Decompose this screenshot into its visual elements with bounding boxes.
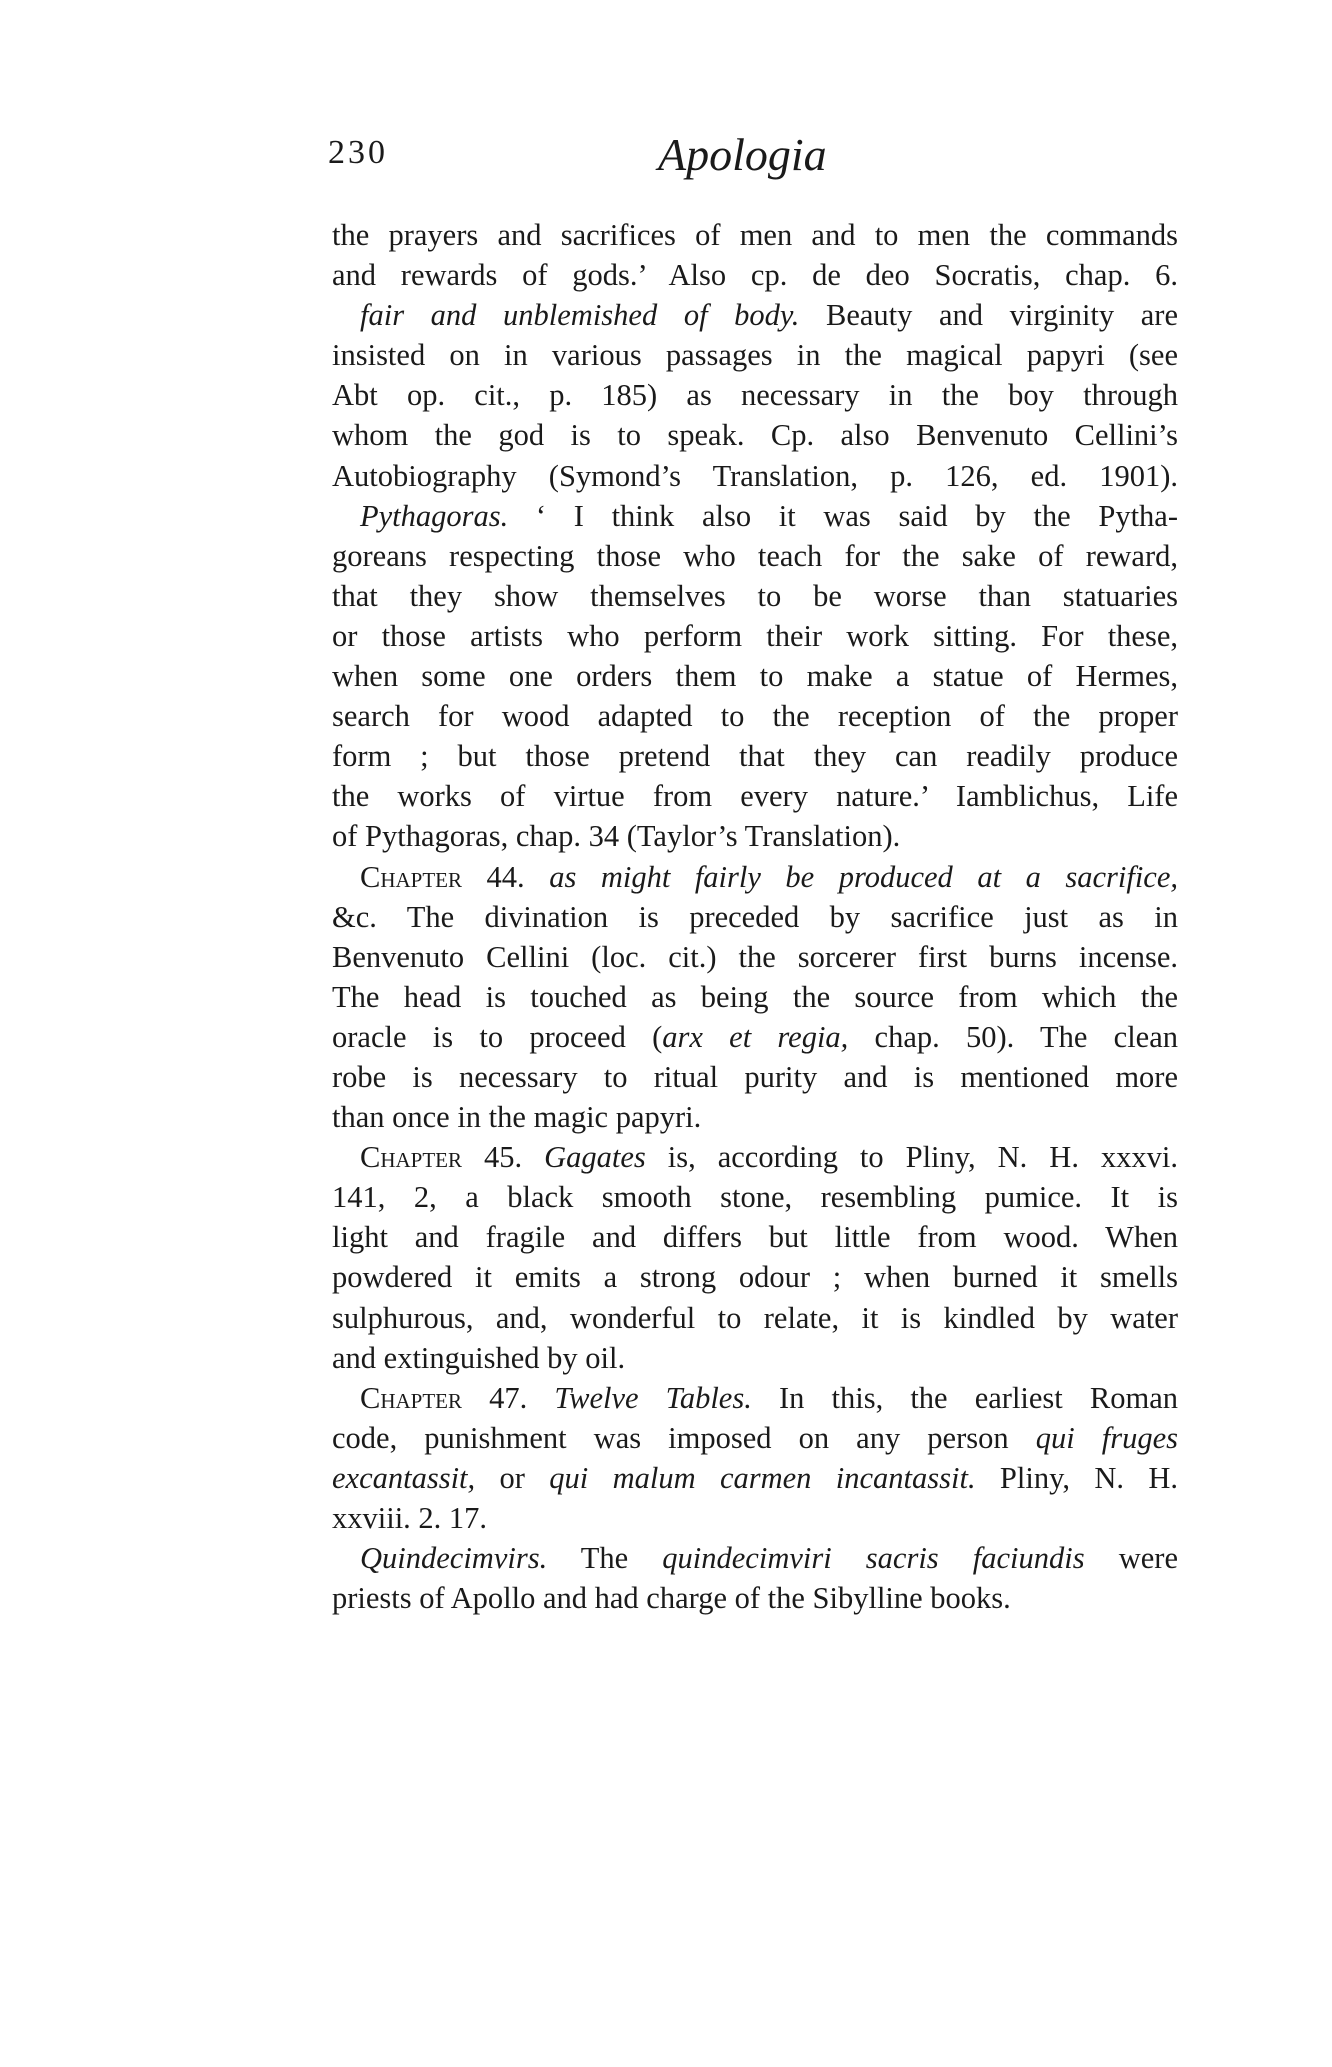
text-line bbox=[332, 616, 1178, 656]
text-segment: code, punishment was imposed on any person bbox=[332, 1420, 1036, 1455]
text-line bbox=[332, 857, 1178, 897]
italic-text: qui malum carmen incantassit. bbox=[549, 1460, 976, 1495]
running-title: Apologia bbox=[658, 129, 827, 180]
text-line bbox=[332, 335, 1178, 375]
text-line bbox=[332, 1458, 1178, 1498]
text-segment: Autobiography (Symond’s Translation, p. 126, ed. 1901). bbox=[332, 458, 1178, 493]
text-line bbox=[332, 1257, 1178, 1297]
text-line bbox=[332, 897, 1178, 937]
text-segment: sulphurous, and, wonderful to relate, it is kindled by water bbox=[332, 1300, 1178, 1335]
text-segment: is, according to Pliny, N. H. xxxvi. bbox=[645, 1140, 1179, 1175]
text-segment: form ; but those pretend that they can readily produce bbox=[332, 739, 1178, 774]
text-line bbox=[332, 1578, 1178, 1618]
text-segment: The head is touched as being the source from which the bbox=[332, 979, 1178, 1014]
chapter-label: Chapter bbox=[360, 1140, 463, 1175]
text-line bbox=[332, 1137, 1178, 1177]
text-line bbox=[332, 1338, 1178, 1378]
text-line bbox=[332, 1418, 1178, 1458]
text-line bbox=[332, 1217, 1178, 1257]
text-line bbox=[332, 1097, 1178, 1137]
text-line bbox=[332, 937, 1178, 977]
text-line bbox=[332, 977, 1178, 1017]
page-number: 230 bbox=[328, 134, 388, 171]
body-text bbox=[332, 215, 1178, 1618]
text-segment: oracle is to proceed ( bbox=[332, 1019, 663, 1054]
text-line bbox=[332, 1057, 1178, 1097]
text-line bbox=[332, 295, 1178, 335]
text-line bbox=[332, 375, 1178, 415]
text-segment: light and fragile and differs but little from wood. When bbox=[332, 1220, 1178, 1255]
text-segment: 44. bbox=[462, 859, 550, 894]
text-segment: goreans respecting those who teach for the sake of reward, bbox=[332, 538, 1178, 573]
text-segment: insisted on in various passages in the magical papyri (see bbox=[332, 338, 1178, 373]
text-line bbox=[332, 1498, 1178, 1538]
text-segment: than once in the magic papyri. bbox=[332, 1100, 702, 1135]
text-segment: xxviii. 2. 17. bbox=[332, 1501, 488, 1535]
italic-text: excantassit, bbox=[332, 1460, 476, 1495]
text-line bbox=[332, 1298, 1178, 1338]
text-line bbox=[332, 576, 1178, 616]
italic-text: Twelve Tables. bbox=[554, 1380, 752, 1415]
text-line bbox=[332, 1378, 1178, 1418]
text-segment: &c. The divination is preceded by sacrifice just as in bbox=[332, 899, 1178, 934]
text-line bbox=[332, 255, 1178, 295]
text-segment: priests of Apollo and had charge of the Sibylline books. bbox=[332, 1581, 1011, 1616]
text-line bbox=[332, 215, 1178, 255]
italic-text: arx et regia, bbox=[662, 1019, 849, 1054]
text-segment: when some one orders them to make a statue of Hermes, bbox=[332, 659, 1178, 694]
text-segment: and rewards of gods.’ Also cp. de deo Socratis, chap. 6. bbox=[332, 258, 1178, 293]
text-line bbox=[332, 415, 1178, 455]
text-line bbox=[332, 456, 1178, 496]
text-segment: whom the god is to speak. Cp. also Benvenuto Cellini’s bbox=[332, 418, 1178, 453]
italic-text: as might fairly be produced at a sacrifice, bbox=[549, 859, 1178, 894]
text-segment: Abt op. cit., p. 185) as necessary in the boy through bbox=[332, 378, 1178, 413]
text-segment: chap. 50). The clean bbox=[848, 1019, 1178, 1054]
text-segment: of Pythagoras, chap. 34 (Taylor’s Translation). bbox=[332, 819, 901, 854]
text-line bbox=[332, 816, 1178, 856]
italic-text: Pythagoras. bbox=[360, 498, 509, 533]
text-segment: 141, 2, a black smooth stone, resembling pumice. It is bbox=[332, 1180, 1178, 1215]
text-segment: the prayers and sacrifices of men and to men the commands bbox=[332, 218, 1178, 252]
text-segment: ‘ I think also it was said by the Pytha- bbox=[508, 498, 1178, 533]
text-segment: the works of virtue from every nature.’ Iamblichus, Life bbox=[332, 779, 1178, 814]
chapter-label: Chapter bbox=[360, 859, 463, 894]
text-line bbox=[332, 736, 1178, 776]
text-line bbox=[332, 656, 1178, 696]
text-line bbox=[332, 1177, 1178, 1217]
italic-text: qui fruges bbox=[1035, 1420, 1178, 1455]
text-segment: Beauty and virginity are bbox=[799, 298, 1178, 333]
running-head bbox=[328, 128, 1008, 188]
italic-text: Gagates bbox=[544, 1140, 646, 1175]
text-segment: search for wood adapted to the reception of the proper bbox=[332, 699, 1178, 734]
text-segment: 45. bbox=[462, 1140, 545, 1175]
text-segment: that they show themselves to be worse than statuaries bbox=[332, 578, 1178, 613]
text-segment: Pliny, N. H. bbox=[975, 1460, 1178, 1495]
text-segment: or bbox=[475, 1460, 550, 1495]
text-segment: 47. bbox=[462, 1380, 555, 1415]
text-line bbox=[332, 696, 1178, 736]
text-line bbox=[332, 1538, 1178, 1578]
text-line bbox=[332, 536, 1178, 576]
text-segment: and extinguished by oil. bbox=[332, 1340, 626, 1375]
text-line bbox=[332, 776, 1178, 816]
italic-text: fair and unblemished of body. bbox=[360, 298, 800, 333]
chapter-label: Chapter bbox=[360, 1380, 463, 1415]
text-segment: powdered it emits a strong odour ; when burned it smells bbox=[332, 1260, 1178, 1295]
text-segment: The bbox=[547, 1541, 663, 1576]
text-segment: were bbox=[1084, 1541, 1178, 1576]
text-segment: or those artists who perform their work sitting. For these, bbox=[332, 618, 1178, 653]
italic-text: Quindecimvirs. bbox=[360, 1541, 548, 1576]
text-segment: robe is necessary to ritual purity and is mentioned more bbox=[332, 1059, 1178, 1094]
text-line bbox=[332, 496, 1178, 536]
text-line bbox=[332, 1017, 1178, 1057]
italic-text: quindecimviri sacris faciundis bbox=[662, 1541, 1085, 1576]
text-segment: Benvenuto Cellini (loc. cit.) the sorcerer first burns incense. bbox=[332, 939, 1178, 974]
text-segment: In this, the earliest Roman bbox=[751, 1380, 1179, 1415]
